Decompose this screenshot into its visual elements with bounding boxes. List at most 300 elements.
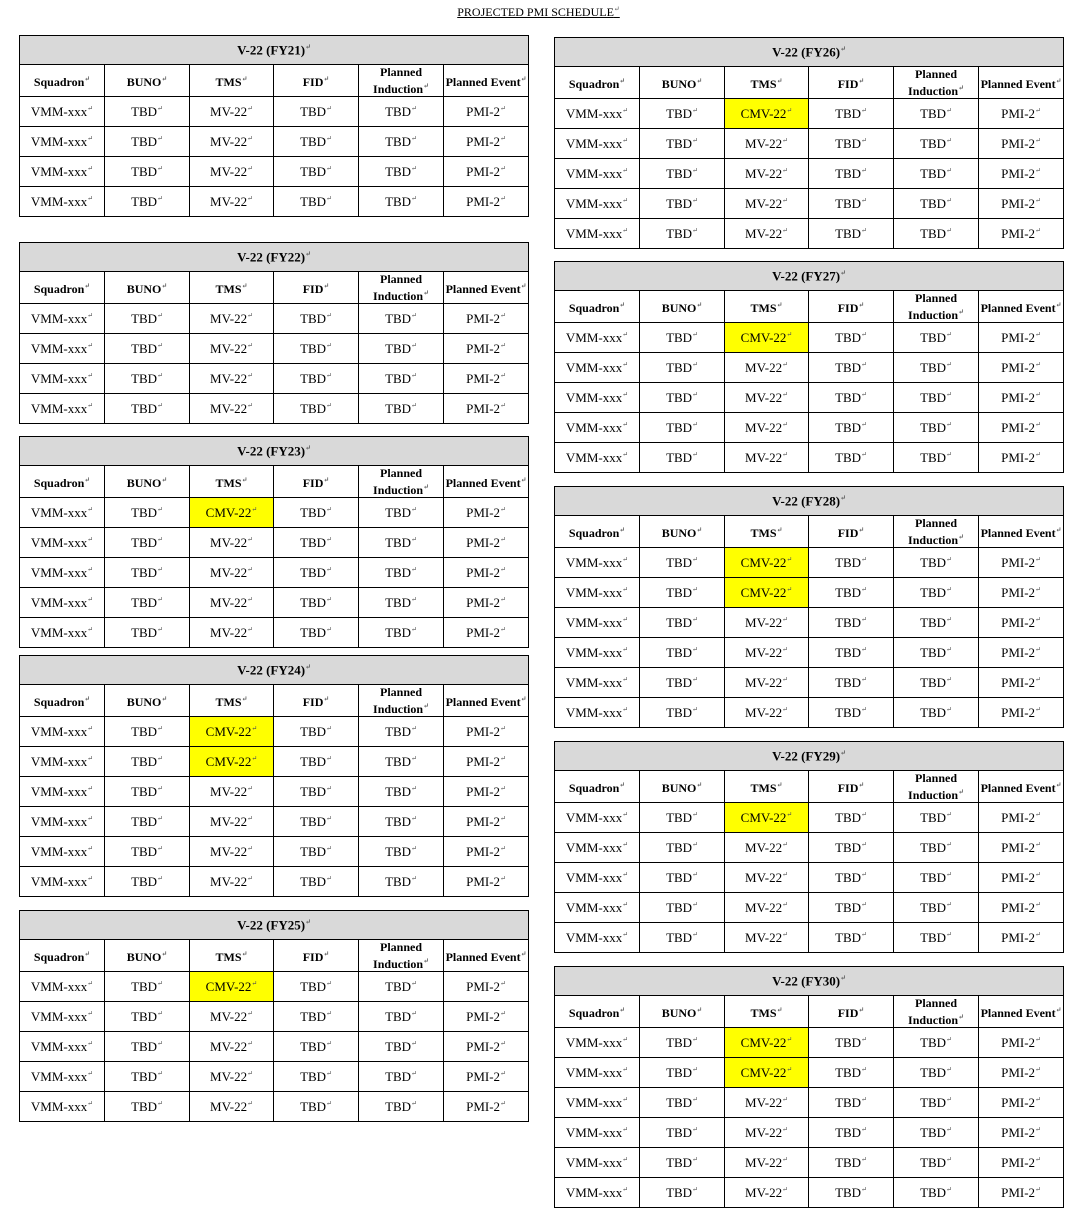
cell-text: MV-22 [210,310,248,326]
table-row [20,334,529,364]
paragraph-mark-icon: ↵ [958,1013,964,1021]
cell-text: PMI-2 [1001,359,1036,375]
table-cell [359,777,444,807]
paragraph-mark-icon: ↵ [500,724,506,733]
column-header-text: Squadron [568,301,620,315]
cell-text: TBD [920,389,947,405]
table-cell [359,157,444,187]
paragraph-mark-icon: ↵ [861,1065,867,1074]
paragraph-mark-icon: ↵ [619,781,626,789]
cell-text: TBD [835,554,862,570]
table-cell [444,588,529,618]
cell-text: VMM-xxx [565,704,623,720]
table-cell [105,157,190,187]
table-cell [105,334,190,364]
table-cell [444,618,529,648]
table-cell [444,807,529,837]
table-cell [725,1148,809,1178]
column-header-text: FID [302,476,324,490]
cell-text: PMI-2 [1001,899,1036,915]
column-header-text: BUNO [661,781,697,795]
column-header [20,940,105,972]
table-cell [894,323,979,353]
cell-text: PMI-2 [1001,584,1036,600]
paragraph-mark-icon: ↵ [692,420,698,429]
table-cell [640,803,725,833]
cell-text: TBD [835,225,862,241]
column-header [444,466,529,498]
table-cell [359,97,444,127]
paragraph-mark-icon: ↵ [692,360,698,369]
table-cell [894,1088,979,1118]
table-cell [979,578,1064,608]
column-header-text: Squadron [568,77,620,91]
cell-text: TBD [920,1124,947,1140]
table-cell [725,353,809,383]
cell-text: MV-22 [210,193,248,209]
table-cell [555,323,640,353]
cell-text: TBD [835,449,862,465]
table-title-text: V-22 (FY27) [772,268,841,284]
table-cell [105,1002,190,1032]
table-cell [20,717,105,747]
cell-text: TBD [385,1008,412,1024]
table-cell [979,413,1064,443]
cell-text: TBD [666,839,693,855]
cell-text: TBD [131,163,158,179]
paragraph-mark-icon: ↵ [500,311,506,320]
cell-text: TBD [666,809,693,825]
paragraph-mark-icon: ↵ [326,844,332,853]
column-header [20,466,105,498]
cell-text: MV-22 [745,135,783,151]
cell-text: PMI-2 [466,873,501,889]
cell-text: VMM-xxx [565,1184,623,1200]
paragraph-mark-icon: ↵ [782,196,788,205]
column-header-text: Planned Induction [373,685,424,716]
column-header-row [555,291,1064,323]
table-cell [894,189,979,219]
paragraph-mark-icon: ↵ [692,1185,698,1194]
cell-text: MV-22 [745,839,783,855]
cell-text: TBD [666,359,693,375]
table-cell [894,353,979,383]
paragraph-mark-icon: ↵ [500,595,506,604]
table-cell [725,1028,809,1058]
table-cell [809,893,894,923]
cell-text: TBD [666,449,693,465]
paragraph-mark-icon: ↵ [247,104,253,113]
paragraph-mark-icon: ↵ [87,371,94,380]
paragraph-mark-icon: ↵ [157,104,163,113]
table-title-row [20,656,529,685]
paragraph-mark-icon: ↵ [520,75,527,83]
table-cell [979,129,1064,159]
table-cell [359,717,444,747]
column-header [555,67,640,99]
table-cell [979,638,1064,668]
paragraph-mark-icon: ↵ [500,874,506,883]
paragraph-mark-icon: ↵ [776,1006,783,1014]
paragraph-mark-icon: ↵ [1035,1125,1041,1134]
table-row [20,558,529,588]
paragraph-mark-icon: ↵ [326,535,332,544]
column-header-text: Planned Induction [908,516,959,547]
paragraph-mark-icon: ↵ [622,420,629,429]
column-header-text: BUNO [661,1006,697,1020]
cell-text: TBD [131,340,158,356]
paragraph-mark-icon: ↵ [84,695,91,703]
column-header [444,685,529,717]
table-cell [359,558,444,588]
table-cell [190,807,274,837]
paragraph-mark-icon: ↵ [696,781,703,789]
table-cell [555,99,640,129]
table-cell [20,1032,105,1062]
table-cell [274,837,359,867]
schedule-table [554,261,1064,473]
paragraph-mark-icon: ↵ [87,311,94,320]
table-cell [359,528,444,558]
paragraph-mark-icon: ↵ [326,565,332,574]
cell-text: PMI-2 [466,310,501,326]
paragraph-mark-icon: ↵ [946,360,952,369]
paragraph-mark-icon: ↵ [840,748,846,757]
cell-text: MV-22 [745,644,783,660]
table-title [555,262,1064,291]
table-cell [979,383,1064,413]
column-header-text: Squadron [33,282,85,296]
paragraph-mark-icon: ↵ [247,874,253,883]
cell-text: VMM-xxx [30,1038,88,1054]
paragraph-mark-icon: ↵ [87,164,94,173]
column-header [640,516,725,548]
cell-text: TBD [131,753,158,769]
document-title [0,5,1077,20]
paragraph-mark-icon: ↵ [411,979,417,988]
table-cell [190,334,274,364]
cell-text: VMM-xxx [30,594,88,610]
table-cell [274,187,359,217]
paragraph-mark-icon: ↵ [1035,870,1041,879]
column-header [640,996,725,1028]
table-cell [640,383,725,413]
column-header-text: Planned Event [980,781,1056,795]
column-header [555,996,640,1028]
cell-text: TBD [300,340,327,356]
paragraph-mark-icon: ↵ [946,420,952,429]
table-row [555,1028,1064,1058]
column-header [359,272,444,304]
paragraph-mark-icon: ↵ [241,282,248,290]
column-header-text: BUNO [126,695,162,709]
column-header-row [20,940,529,972]
table-cell [640,219,725,249]
table-cell [105,1062,190,1092]
paragraph-mark-icon: ↵ [946,585,952,594]
cell-text: MV-22 [210,340,248,356]
column-header [725,516,809,548]
cell-text: PMI-2 [1001,704,1036,720]
paragraph-mark-icon: ↵ [500,371,506,380]
table-cell [725,443,809,473]
table-cell [555,383,640,413]
paragraph-mark-icon: ↵ [157,784,163,793]
cell-text: VMM-xxx [30,534,88,550]
paragraph-mark-icon: ↵ [520,950,527,958]
paragraph-mark-icon: ↵ [305,443,311,452]
cell-text: TBD [300,1068,327,1084]
paragraph-mark-icon: ↵ [946,870,952,879]
paragraph-mark-icon: ↵ [326,784,332,793]
cell-text: VMM-xxx [30,163,88,179]
paragraph-mark-icon: ↵ [861,930,867,939]
paragraph-mark-icon: ↵ [622,106,629,115]
table-cell [809,1178,894,1208]
table-cell [359,364,444,394]
cell-text: PMI-2 [466,624,501,640]
column-header-text: Planned Induction [373,272,424,303]
cell-text: VMM-xxx [30,1008,88,1024]
cell-text: CMV-22 [205,978,252,994]
paragraph-mark-icon: ↵ [861,106,867,115]
table-title-text: V-22 (FY23) [237,443,306,459]
paragraph-mark-icon: ↵ [619,526,626,534]
cell-text: TBD [385,564,412,580]
paragraph-mark-icon: ↵ [622,166,629,175]
paragraph-mark-icon: ↵ [500,1069,506,1078]
column-header-text: FID [302,282,324,296]
paragraph-mark-icon: ↵ [520,476,527,484]
cell-text: TBD [835,1064,862,1080]
table-cell [555,698,640,728]
cell-text: MV-22 [745,1094,783,1110]
column-header-text: Planned Event [980,1006,1056,1020]
paragraph-mark-icon: ↵ [87,104,94,113]
cell-text: MV-22 [745,225,783,241]
table-cell [20,304,105,334]
column-header-text: BUNO [661,526,697,540]
table-cell [274,304,359,334]
cell-text: VMM-xxx [30,103,88,119]
table-cell [809,129,894,159]
table-cell [105,394,190,424]
table-cell [555,923,640,953]
paragraph-mark-icon: ↵ [157,505,163,514]
table-cell [979,1058,1064,1088]
paragraph-mark-icon: ↵ [861,705,867,714]
column-header-text: FID [302,75,324,89]
paragraph-mark-icon: ↵ [157,341,163,350]
paragraph-mark-icon: ↵ [247,341,253,350]
table-title [20,36,529,65]
table-cell [640,159,725,189]
paragraph-mark-icon: ↵ [622,1125,629,1134]
table-cell [725,323,809,353]
paragraph-mark-icon: ↵ [323,950,330,958]
column-header [274,940,359,972]
paragraph-mark-icon: ↵ [87,401,94,410]
cell-text: TBD [300,978,327,994]
cell-text: VMM-xxx [565,839,623,855]
cell-text: MV-22 [745,899,783,915]
cell-text: TBD [385,103,412,119]
table-cell [274,157,359,187]
cell-text: VMM-xxx [565,929,623,945]
cell-text: MV-22 [210,370,248,386]
table-cell [979,99,1064,129]
table-cell [725,863,809,893]
cell-text: TBD [300,873,327,889]
cell-text: MV-22 [210,843,248,859]
paragraph-mark-icon: ↵ [326,371,332,380]
cell-text: MV-22 [210,1038,248,1054]
table-cell [20,588,105,618]
cell-text: VMM-xxx [30,753,88,769]
column-header-text: BUNO [126,950,162,964]
table-cell [979,189,1064,219]
column-header [809,67,894,99]
paragraph-mark-icon: ↵ [247,311,253,320]
cell-text: CMV-22 [740,554,787,570]
paragraph-mark-icon: ↵ [251,724,258,733]
table-cell [809,863,894,893]
column-header-text: Planned Event [445,476,521,490]
column-header-row [555,771,1064,803]
column-header-text: Planned Event [445,75,521,89]
table-cell [190,837,274,867]
paragraph-mark-icon: ↵ [87,1099,94,1108]
table-title-text: V-22 (FY29) [772,748,841,764]
cell-text: PMI-2 [466,1068,501,1084]
column-header [105,940,190,972]
cell-text: CMV-22 [740,584,787,600]
cell-text: TBD [835,359,862,375]
paragraph-mark-icon: ↵ [411,1009,417,1018]
paragraph-mark-icon: ↵ [622,930,629,939]
paragraph-mark-icon: ↵ [500,194,506,203]
cell-text: TBD [131,534,158,550]
paragraph-mark-icon: ↵ [326,104,332,113]
paragraph-mark-icon: ↵ [247,1069,253,1078]
paragraph-mark-icon: ↵ [247,194,253,203]
paragraph-mark-icon: ↵ [411,535,417,544]
table-cell [555,1178,640,1208]
cell-text: TBD [131,843,158,859]
cell-text: VMM-xxx [565,869,623,885]
paragraph-mark-icon: ↵ [692,166,698,175]
cell-text: PMI-2 [1001,419,1036,435]
column-header-text: BUNO [126,75,162,89]
paragraph-mark-icon: ↵ [157,311,163,320]
cell-text: VMM-xxx [30,843,88,859]
paragraph-mark-icon: ↵ [861,450,867,459]
cell-text: TBD [300,103,327,119]
schedule-table [554,37,1064,249]
cell-text: TBD [920,1184,947,1200]
cell-text: TBD [835,105,862,121]
cell-text: TBD [920,839,947,855]
table-cell [640,443,725,473]
cell-text: PMI-2 [1001,1184,1036,1200]
paragraph-mark-icon: ↵ [411,844,417,853]
table-cell [555,1058,640,1088]
cell-text: TBD [666,1034,693,1050]
cell-text: TBD [385,813,412,829]
table-cell [359,1062,444,1092]
column-header-text: FID [837,77,859,91]
table-cell [444,127,529,157]
paragraph-mark-icon: ↵ [157,1069,163,1078]
table-cell [979,353,1064,383]
paragraph-mark-icon: ↵ [326,311,332,320]
table-title-text: V-22 (FY28) [772,493,841,509]
table-cell [359,394,444,424]
paragraph-mark-icon: ↵ [782,1185,788,1194]
table-cell [20,558,105,588]
table-cell [979,219,1064,249]
cell-text: MV-22 [745,704,783,720]
paragraph-mark-icon: ↵ [87,844,94,853]
paragraph-mark-icon: ↵ [500,535,506,544]
cell-text: PMI-2 [1001,135,1036,151]
paragraph-mark-icon: ↵ [87,194,94,203]
cell-text: VMM-xxx [565,1064,623,1080]
table-cell [809,923,894,953]
paragraph-mark-icon: ↵ [411,341,417,350]
paragraph-mark-icon: ↵ [157,979,163,988]
table-cell [640,548,725,578]
cell-text: TBD [920,135,947,151]
cell-text: MV-22 [210,534,248,550]
table-cell [640,1178,725,1208]
paragraph-mark-icon: ↵ [861,136,867,145]
paragraph-mark-icon: ↵ [946,555,952,564]
cell-text: TBD [920,869,947,885]
paragraph-mark-icon: ↵ [776,77,783,85]
table-cell [640,833,725,863]
paragraph-mark-icon: ↵ [861,1155,867,1164]
paragraph-mark-icon: ↵ [87,535,94,544]
cell-text: TBD [835,704,862,720]
table-cell [190,1002,274,1032]
paragraph-mark-icon: ↵ [786,1065,793,1074]
cell-text: VMM-xxx [30,370,88,386]
table-title-text: V-22 (FY26) [772,44,841,60]
paragraph-mark-icon: ↵ [500,164,506,173]
cell-text: MV-22 [210,1098,248,1114]
table-title-row [555,38,1064,67]
table-row [20,1062,529,1092]
cell-text: MV-22 [210,873,248,889]
cell-text: CMV-22 [205,723,252,739]
paragraph-mark-icon: ↵ [692,330,698,339]
cell-text: TBD [131,103,158,119]
column-header [809,996,894,1028]
paragraph-mark-icon: ↵ [692,1125,698,1134]
table-cell [359,972,444,1002]
paragraph-mark-icon: ↵ [946,645,952,654]
paragraph-mark-icon: ↵ [326,979,332,988]
cell-text: VMM-xxx [565,225,623,241]
table-row [20,777,529,807]
table-cell [809,1088,894,1118]
column-header-text: BUNO [661,77,697,91]
cell-text: TBD [300,504,327,520]
paragraph-mark-icon: ↵ [247,625,253,634]
cell-text: TBD [666,419,693,435]
paragraph-mark-icon: ↵ [411,1099,417,1108]
